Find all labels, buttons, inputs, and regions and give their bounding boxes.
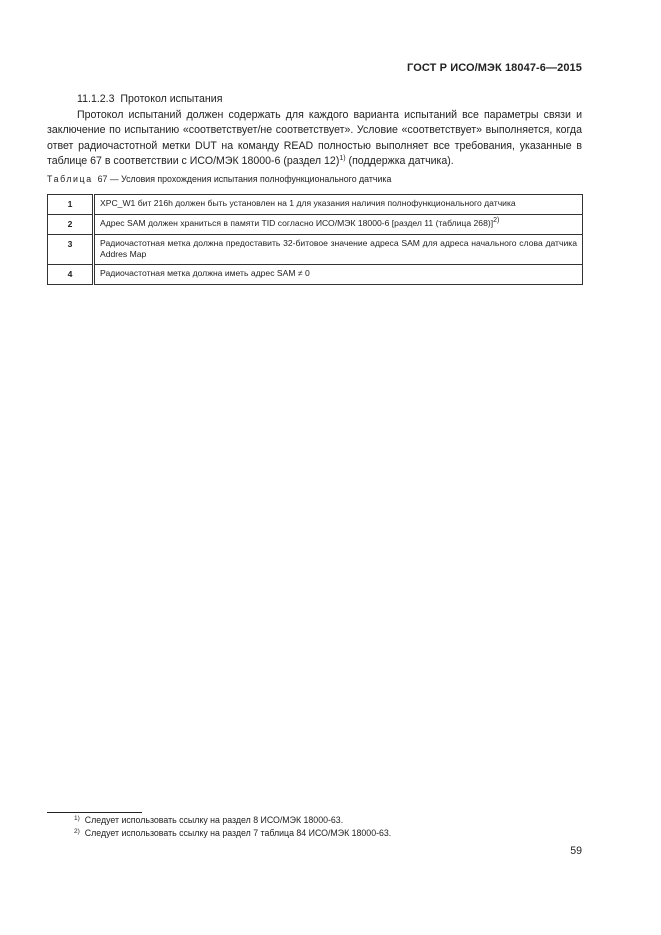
table-caption	[47, 174, 391, 184]
page-number: 59	[570, 845, 582, 857]
section-heading	[77, 93, 222, 105]
footnote-text: Следует использовать ссылку на раздел 8 ИСО/МЭК 18000-63.	[84, 815, 344, 825]
footnote-ref-2: 2)	[493, 217, 500, 224]
row-number: 2	[48, 215, 94, 235]
table-caption-number: 67	[97, 174, 108, 184]
paragraph-tail: (поддержка датчика).	[345, 155, 454, 168]
row-number: 4	[48, 265, 94, 285]
table-row	[48, 265, 583, 285]
footnote-mark: 2)	[74, 828, 80, 835]
row-text: Адрес SAM должен храниться в памяти TID согласно ИСО/МЭК 18000-6 [раздел 11 (таблица 268)]$^{2)}$	[94, 215, 583, 235]
table-caption-text: — Условия прохождения испытания полнофункционального датчика	[109, 174, 392, 184]
table-caption-prefix: Таблица	[47, 174, 93, 184]
paragraph-text: Протокол испытаний должен содержать для каждого варианта испытаний все параметры связи и заключение по испытанию «соответствует/не соответствует». Условие «соответствует» выполняется, когда ответ радиочастотной метки DUT на команду READ полностью выполняет все требования, указанные в таблице 67 в соответствии с ИСО/МЭК 18000-6 (раздел 12)	[47, 109, 582, 168]
section-number: 11.1.2.3	[77, 93, 115, 105]
body-paragraph	[47, 108, 582, 170]
row-text: Радиочастотная метка должна иметь адрес SAM ≠ 0	[94, 265, 583, 285]
section-title: Протокол испытания	[120, 93, 223, 105]
row-text: XPC_W1 бит 216h должен быть установлен на 1 для указания наличия полнофункционального датчика	[94, 195, 583, 215]
document-header: ГОСТ Р ИСО/МЭК 18047-6—2015	[407, 62, 582, 74]
table-row	[48, 215, 583, 235]
requirements-table	[47, 194, 583, 285]
footnote-divider	[47, 812, 142, 813]
footnote-text: Следует использовать ссылку на раздел 7 таблица 84 ИСО/МЭК 18000-63.	[84, 828, 392, 838]
footnote-ref-1: 1)	[339, 155, 346, 163]
table-row	[48, 195, 583, 215]
footnote-2	[74, 828, 391, 838]
footnote-mark: 1)	[74, 815, 80, 822]
row-number: 1	[48, 195, 94, 215]
table-row	[48, 235, 583, 265]
row-text: Радиочастотная метка должна предоставить 32-битовое значение адреса SAM для адреса начального слова датчика Addres Map	[94, 235, 583, 265]
footnote-1	[74, 815, 343, 825]
row-number: 3	[48, 235, 94, 265]
